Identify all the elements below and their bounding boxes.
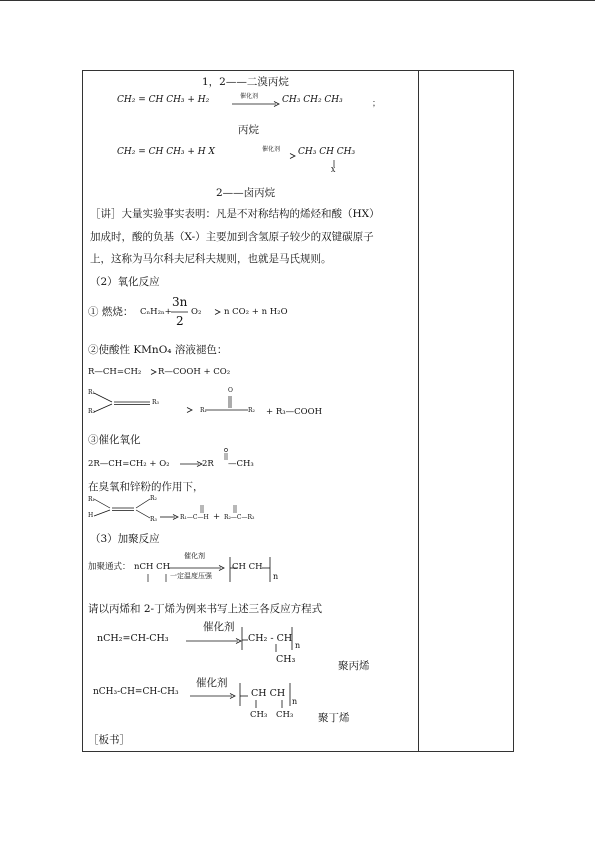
propene-catalyst: 催化剂 [203,621,235,633]
halopropane-label: 2——卤丙烷 [216,187,276,199]
catalytic-oxidation-product-r: 2R [202,459,214,469]
polymerization-general-n: n [273,572,279,581]
oxidation-heading: （2）氧化反应 [90,276,160,288]
combustion-products: n CO₂ + n H₂O [224,307,288,317]
page-top-rule [0,0,595,1]
combustion-coefficient-numerator: 3n [172,295,188,309]
kmno4-products: R—COOH + CO₂ [158,367,231,377]
hydrogenation-end-mark: ； [372,99,381,109]
combustion-fraction-bar [171,311,189,313]
polymerization-heading: （3）加聚反应 [90,533,160,545]
kmno4-heading: ②使酸性 KMnO₄ 溶液褪色： [88,344,228,356]
hydrogenation-condition: 催化剂 [240,93,259,100]
catalytic-oxidation-heading: ③催化氧化 [88,434,141,446]
propene-polymer-unit: CH₂ - CH [248,633,293,644]
kmno4-reactant: R—CH=CH₂ [88,367,142,377]
hx-addition-reactants: CH₂ = CH CH₃ + H X [117,147,215,157]
propane-label: 丙烷 [238,124,259,136]
propene-arrow [186,638,244,644]
ozonolysis-r1-label: R₁ [88,496,95,503]
branched-alkene-structure [94,392,154,414]
lecture-line-1: ［讲］大量实验事实表明：凡是不对称结构的烯烃和酸（HX） [90,208,380,220]
ozonolysis-heading: 在臭氧和锌粉的作用下， [88,481,204,493]
ketone-structure [206,394,252,414]
ketone-r1-label: R₁ [200,407,207,414]
ozonolysis-arrow [160,514,180,520]
hx-addition-product: CH₃ CH CH₃ [298,147,356,157]
butene-methyl-group-1: CH₃ [250,710,268,720]
combustion-coefficient-denominator: 2 [176,314,184,328]
lecture-line-2: 加成时，酸的负基（X-）主要加到含氢原子较少的双键碳原子 [90,231,374,243]
ozonolysis-r3-label: R₃ [150,516,157,523]
polybutylene-label: 聚丁烯 [318,712,350,724]
ozonolysis-plus: + [213,512,221,522]
hx-addition-branch: X [331,167,336,174]
propene-reactant: nCH₂=CH-CH₃ [97,633,169,644]
butene-polymer-n: n [292,697,298,706]
ketone-r2-label: R₂ [248,407,255,414]
ozonolysis-h-label: H [88,512,94,519]
board-notes-label: ［板书］ [88,734,130,746]
alkene-r2-label: R₂ [88,408,95,415]
polymerization-general-catalyst: 催化剂 [184,552,205,560]
hydrogenation-reactants: CH₂ = CH CH₃ + H₂ [117,95,210,105]
alkene-r3-label: R₃ [152,399,159,406]
polypropylene-label: 聚丙烯 [338,660,370,672]
polymerization-general-reactant: nCH CH [134,562,171,572]
polymerization-general-label: 加聚通式： [88,562,131,572]
branched-oxidation-acid: + R₃—COOH [266,407,322,417]
butene-methyl-group-2: CH₃ [276,710,294,720]
kmno4-arrow [150,369,158,375]
table-column-divider [418,70,419,752]
ozonolysis-r2-label: R₂ [150,495,157,502]
branched-oxidation-arrow [186,407,194,413]
catalytic-oxidation-product-methyl: —CH₃ [228,459,254,469]
propene-methyl-group: CH₃ [276,654,296,665]
dibromopropane-label: 1，2——二溴丙烷 [202,76,289,88]
combustion-label: ① 燃烧： [88,306,134,318]
ozonolysis-alkene-structure [94,498,152,522]
hx-addition-condition: 催化剂 [262,146,281,153]
hx-addition-arrow [288,153,298,159]
butene-arrow [190,693,238,699]
hydrogenation-arrow [232,101,280,107]
butene-catalyst: 催化剂 [196,677,228,689]
ozonolysis-aldehyde: R₁—C—H [180,514,209,521]
polymerization-general-product: CH CH [232,562,263,572]
butene-polymer-unit: CH CH [251,688,286,699]
catalytic-oxidation-arrow [180,461,204,467]
polymerization-general-arrow [168,565,226,571]
hydrogenation-product: CH₃ CH₂ CH₃ [282,95,343,105]
butene-reactant: nCH₃-CH=CH-CH₃ [93,687,179,697]
combustion-reactant: CₙH₂ₙ+ [140,307,172,317]
ozonolysis-ketone: R₂—C—R₃ [224,514,255,521]
ketone-oxygen-label: O [228,387,233,394]
combustion-arrow [214,309,222,315]
alkene-r1-label: R₁ [88,389,95,396]
polymerization-general-conditions: 一定温度压强 [170,572,212,580]
lecture-line-3: 上，这称为马尔科夫尼科夫规则，也就是马氏规则。 [90,253,332,265]
propene-polymer-n: n [295,641,301,650]
catalytic-oxidation-reactants: 2R—CH=CH₂ + O₂ [88,459,170,469]
polymerization-prompt: 请以丙烯和 2-丁烯为例来书写上述三各反应方程式 [88,603,323,615]
combustion-oxygen: O₂ [191,307,202,317]
